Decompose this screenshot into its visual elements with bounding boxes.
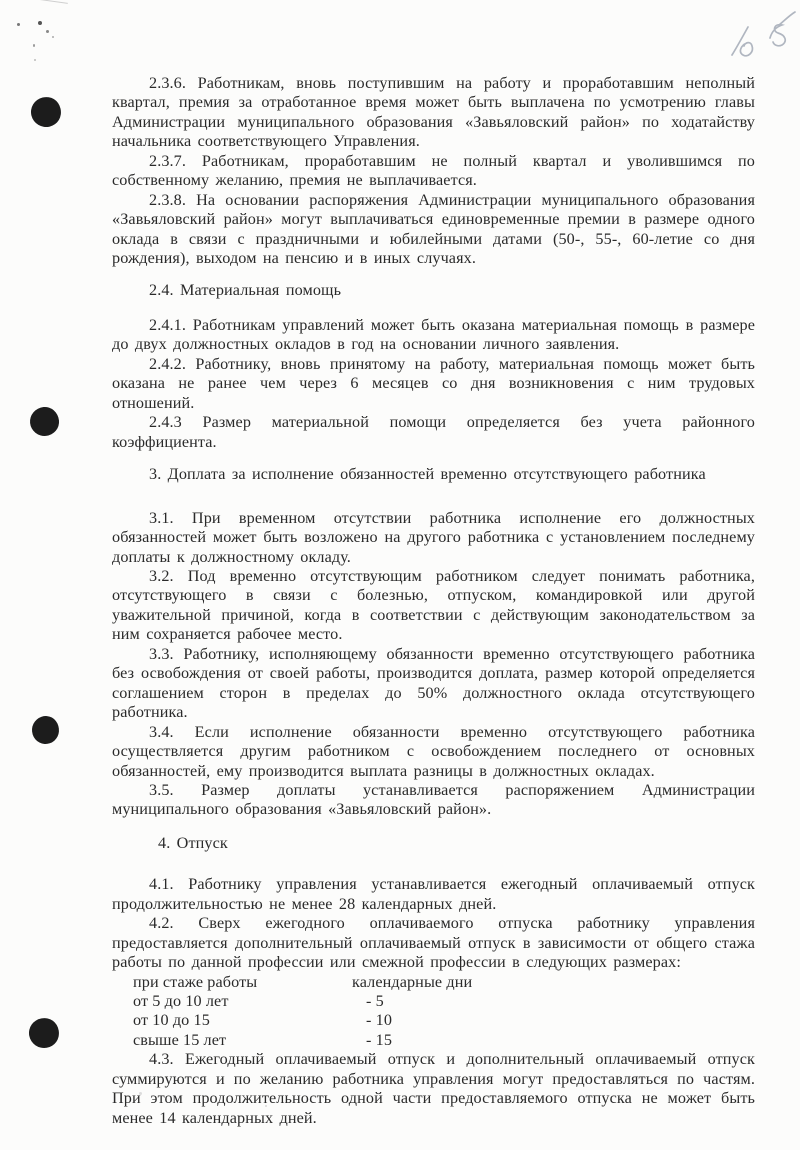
paragraph-3-1: 3.1. При временном отсутствии работника исполнение его должностных обязанностей может быть возложено на другого работника с установлением последнему доплаты к должностному окладу.: [112, 508, 755, 566]
paragraph-2-3-7: 2.3.7. Работникам, проработавшим не полный квартал и уволившимся по собственному желанию, премия не выплачивается.: [112, 151, 755, 190]
handwriting-squiggle-icon: [726, 8, 800, 66]
table-header-experience: при стаже работы: [133, 972, 258, 991]
vacation-days-table: [133, 973, 755, 1051]
paragraph-3-2: 3.2. Под временно отсутствующим работником следует понимать работника, отсутствующего в связи с болезнью, отпуском, командировкой или другой уважительной причиной, когда в соответствии с действующим законодательством за ним сохраняется рабочее место.: [112, 566, 755, 644]
table-cell-experience: от 5 до 10 лет: [133, 992, 229, 1011]
paragraph-2-4-1: 2.4.1. Работникам управлений может быть оказана материальная помощь в размере до двух должностных окладов в год на основании личного заявления.: [112, 315, 755, 354]
scan-artifact-line: [26, 0, 68, 4]
paragraph-4-2: 4.2. Сверх ежегодного оплачиваемого отпуска работнику управления предоставляется дополнительный оплачиваемый отпуск в зависимости от общего стажа работы по данной профессии или смежной профессии в следующих размерах:: [112, 914, 755, 972]
table-header-row: [133, 973, 755, 992]
table-cell-experience: от 10 до 15: [133, 1011, 210, 1030]
paragraph-2-3-8: 2.3.8. На основании распоряжения Администрации муниципального образования «Завьяловский район» могут выплачиваться единовременные премии в размере одного оклада в связи с праздничными и юбилейными датами (50-, 55-, 60-летие со дня рождения), выходом на пенсию и в иных случаях.: [112, 190, 755, 268]
paragraph-3-5: 3.5. Размер доплаты устанавливается распоряжением Администрации муниципального образования «Завьяловский район».: [112, 780, 755, 819]
ink-speck: [38, 21, 42, 25]
section-heading-4: 4. Отпуск: [158, 833, 228, 852]
ink-speck: [52, 36, 54, 38]
table-cell-days: - 10: [366, 1011, 393, 1030]
ink-speck: [46, 30, 49, 33]
hole-punch-dot: [26, 1015, 62, 1051]
paragraph-4-3: 4.3. Ежегодный оплачиваемый отпуск и дополнительный оплачиваемый отпуск суммируются и по желанию работника управления могут предоставляться по частям. При этом продолжительность одной части предоставляемого отпуска не может быть менее 14 календарных дней.: [112, 1050, 755, 1127]
ink-speck: [17, 23, 20, 26]
paragraph-3-3: 3.3. Работнику, исполняющему обязанности временно отсутствующего работника без освобождения от своей работы, производится доплата, размер которой определяется соглашением сторон в пределах до 50% должностного оклада отсутствующего работника.: [112, 644, 755, 722]
ink-speck: [33, 44, 35, 47]
table-row: [133, 1011, 755, 1030]
table-cell-days: - 5: [366, 992, 384, 1011]
hole-punch-dot: [29, 406, 61, 438]
paragraph-2-3-6: 2.3.6. Работникам, вновь поступившим на работу и проработавшим неполный квартал, премия за отработанное время может быть выплачена по усмотрению главы Администрации муниципального образования «Завьяловский район» по ходатайству начальника соответствующего Управления.: [112, 74, 755, 151]
paragraph-3-4: 3.4. Если исполнение обязанности временно отсутствующего работника осуществляется другим работником с освобождением последнего от основных обязанностей, ему производится выплата разницы в должностных окладах.: [112, 722, 755, 780]
section-heading-2-4: 2.4. Материальная помощь: [149, 280, 342, 299]
paragraph-4-1: 4.1. Работнику управления устанавливается ежегодный оплачиваемый отпуск продолжительностью не менее 28 календарных дней.: [112, 875, 755, 913]
ink-speck: [34, 59, 36, 61]
paragraph-2-4-2: 2.4.2. Работнику, вновь принятому на работу, материальная помощь может быть оказана не ранее чем через 6 месяцев со дня возникновения с ним трудовых отношений.: [112, 354, 755, 412]
table-cell-experience: свыше 15 лет: [133, 1030, 227, 1049]
document-body: [112, 74, 755, 1128]
section-heading-3: 3. Доплата за исполнение обязанностей временно отсутствующего работника: [149, 465, 706, 484]
handwritten-page-number: [726, 8, 800, 71]
table-row: [133, 1031, 755, 1050]
hole-punch-dot: [31, 715, 60, 745]
table-row: [133, 992, 755, 1011]
table-cell-days: - 15: [366, 1030, 393, 1049]
hole-punch-dot: [29, 95, 63, 129]
paragraph-2-4-3: 2.4.3 Размер материальной помощи определяется без учета районного коэффициента.: [112, 413, 755, 451]
table-header-days: календарные дни: [352, 972, 473, 991]
